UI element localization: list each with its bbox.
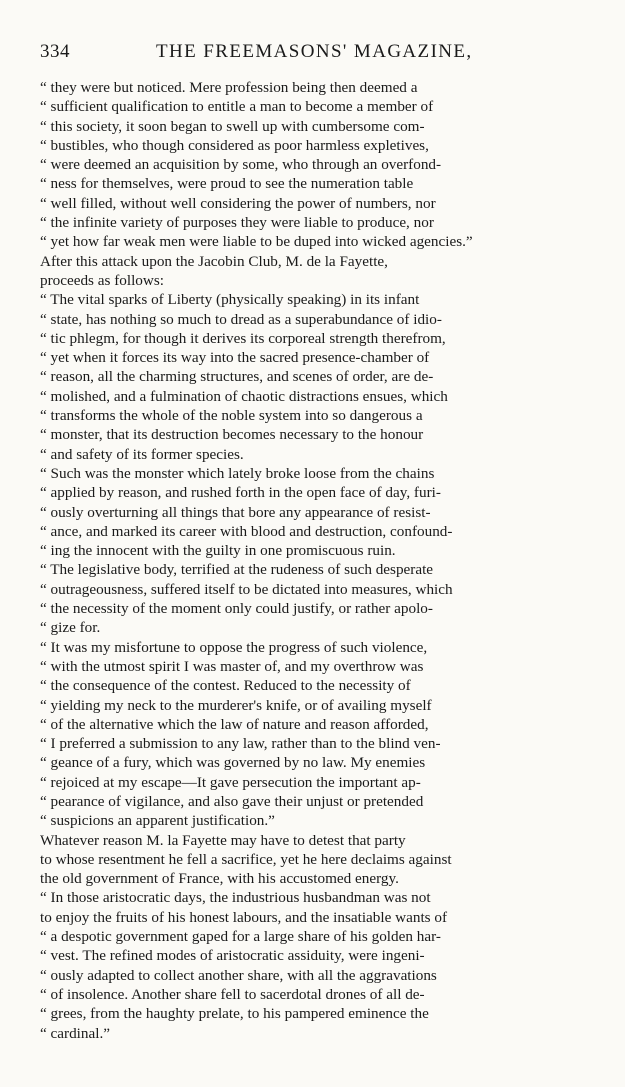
text-line: “ vest. The refined modes of aristocratic assiduity, were ingeni- <box>40 947 425 965</box>
text-line: “ monster, that its destruction becomes necessary to the honour <box>40 426 424 444</box>
text-line: “ with the utmost spirit I was master of, and my overthrow was <box>40 657 424 675</box>
text-line: to whose resentment he fell a sacrifice, yet he here declaims against <box>40 850 452 868</box>
text-line: “ the consequence of the contest. Reduced to the necessity of <box>40 677 411 695</box>
text-line: “ molished, and a fulmination of chaotic distractions ensues, which <box>40 387 448 405</box>
text-line: “ yet when it forces its way into the sacred presence-chamber of <box>40 349 430 367</box>
text-line: “ this society, it soon began to swell up with cumbersome com- <box>40 117 425 135</box>
text-line: “ were deemed an acquisition by some, who through an overfond- <box>40 156 442 174</box>
text-line: “ transforms the whole of the noble system into so dangerous a <box>40 407 423 425</box>
body-text <box>40 78 598 1043</box>
text-line: “ ing the innocent with the guilty in one promiscuous ruin. <box>40 542 396 560</box>
text-line: “ bustibles, who though considered as poor harmless expletives, <box>40 136 429 154</box>
text-line: “ the infinite variety of purposes they were liable to produce, nor <box>40 214 434 232</box>
text-line: “ It was my misfortune to oppose the progress of such violence, <box>40 638 428 656</box>
text-line: “ suspicions an apparent justification.” <box>40 812 275 830</box>
text-line: “ tic phlegm, for though it derives its corporeal strength therefrom, <box>40 329 446 347</box>
text-line: “ rejoiced at my escape—It gave persecution the important ap- <box>40 773 421 791</box>
text-line: After this attack upon the Jacobin Club, M. de la Fayette, <box>40 252 388 270</box>
text-line: “ In those aristocratic days, the industrious husbandman was not <box>40 889 431 907</box>
text-line: the old government of France, with his accustomed energy. <box>40 870 399 888</box>
text-line: “ The legislative body, terrified at the rudeness of such desperate <box>40 561 434 579</box>
text-line: “ a despotic government gaped for a large share of his golden har- <box>40 928 441 946</box>
text-line: “ the necessity of the moment only could justify, or rather apolo- <box>40 600 433 618</box>
text-line: “ of the alternative which the law of nature and reason afforded, <box>40 715 429 733</box>
running-title: THE FREEMASONS' MAGAZINE, <box>156 41 473 62</box>
text-line: “ yielding my neck to the murderer's knife, or of availing myself <box>40 696 432 714</box>
text-line: “ pearance of vigilance, and also gave their unjust or pretended <box>40 792 424 810</box>
text-line: “ Such was the monster which lately broke loose from the chains <box>40 464 435 482</box>
text-line: proceeds as follows: <box>40 271 164 289</box>
text-line: “ applied by reason, and rushed forth in the open face of day, furi- <box>40 484 441 502</box>
text-line: “ grees, from the haughty prelate, to his pampered eminence the <box>40 1005 429 1023</box>
text-line: “ they were but noticed. Mere profession being then deemed a <box>40 79 418 96</box>
text-line: “ I preferred a submission to any law, rather than to the blind ven- <box>40 735 441 753</box>
text-line: “ well filled, without well considering the power of numbers, nor <box>40 194 436 212</box>
text-line: “ The vital sparks of Liberty (physically speaking) in its infant <box>40 291 420 309</box>
text-line: “ yet how far weak men were liable to be duped into wicked agencies.” <box>40 233 473 251</box>
text-line: “ state, has nothing so much to dread as a superabundance of idio- <box>40 310 442 328</box>
text-line: “ reason, all the charming structures, and scenes of order, are de- <box>40 368 434 386</box>
page-header <box>40 40 595 64</box>
text-line: “ ously adapted to collect another share, with all the aggravations <box>40 966 437 984</box>
text-line: “ ance, and marked its career with blood and destruction, confound- <box>40 522 453 540</box>
text-line: to enjoy the fruits of his honest labours, and the insatiable wants of <box>40 908 448 926</box>
page-number: 334 <box>40 41 70 62</box>
text-line: “ gize for. <box>40 619 101 637</box>
text-line: Whatever reason M. la Fayette may have to detest that party <box>40 831 406 849</box>
text-line: “ outrageousness, suffered itself to be dictated into measures, which <box>40 580 453 598</box>
text-line: “ sufficient qualification to entitle a man to become a member of <box>40 98 434 116</box>
text-line: “ cardinal.” <box>40 1024 110 1042</box>
text-line: “ of insolence. Another share fell to sacerdotal drones of all de- <box>40 985 425 1003</box>
text-line: “ ness for themselves, were proud to see the numeration table <box>40 175 414 193</box>
text-line: “ geance of a fury, which was governed by no law. My enemies <box>40 754 426 772</box>
text-line: “ ously overturning all things that bore any appearance of resist- <box>40 503 431 521</box>
text-line: “ and safety of its former species. <box>40 445 244 463</box>
